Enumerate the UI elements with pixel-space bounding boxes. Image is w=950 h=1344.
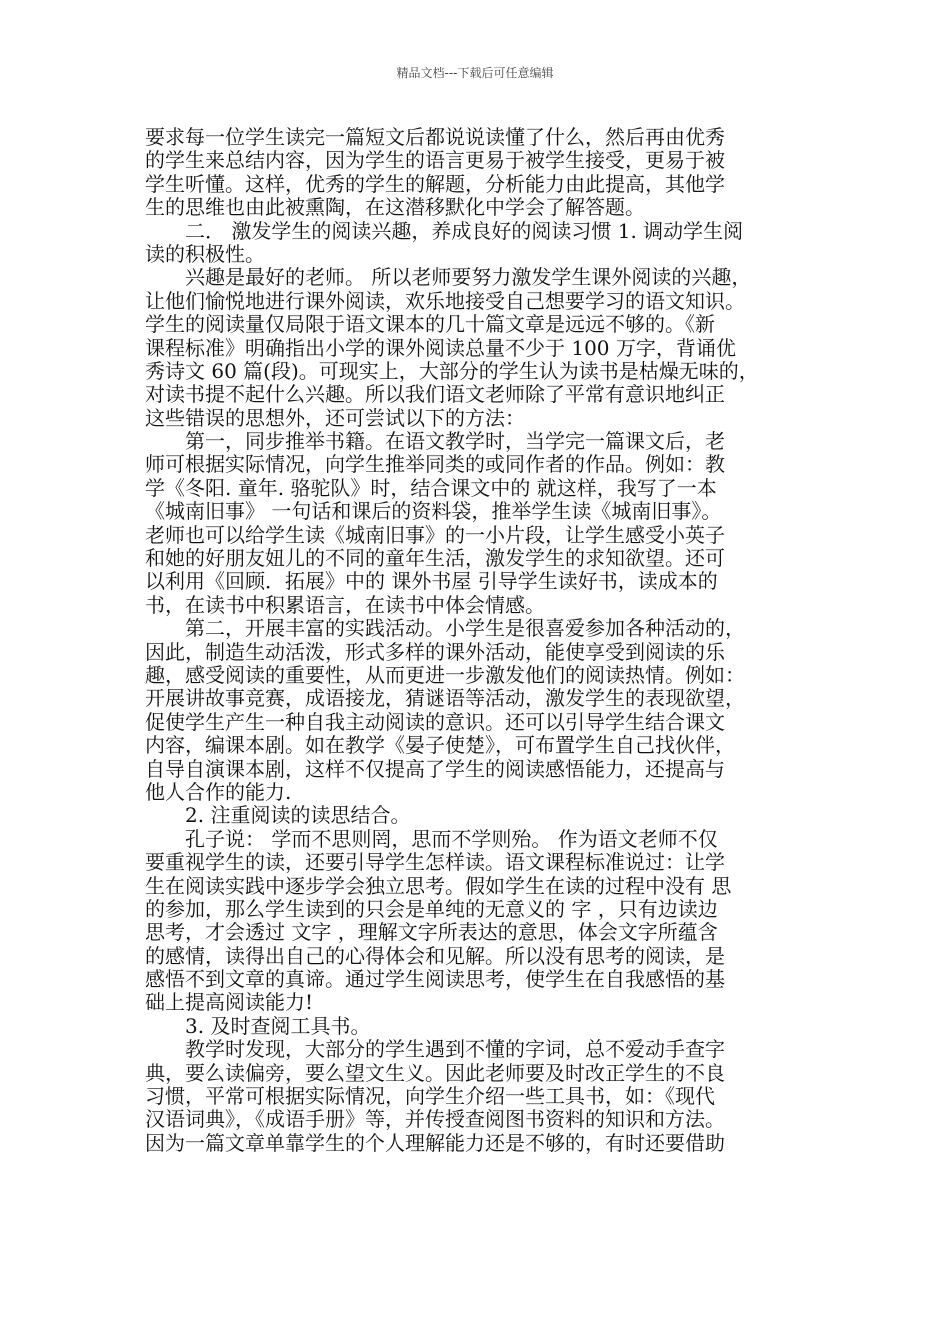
text-line: 书，在读书中积累语言，在读书中体会情感。 [145, 592, 545, 617]
text-line: 感悟不到文章的真谛。通过学生阅读思考，使学生在自我感悟的基 [145, 967, 725, 992]
text-line: 对读书提不起什么兴趣。所以我们语文老师除了平常有意识地纠正 [145, 382, 725, 407]
section-heading-line: 二． 激发学生的阅读兴趣，养成良好的阅读习惯 1. 调动学生阅 [145, 218, 744, 243]
text-line: 让他们愉悦地进行课外阅读，欢乐地接受自己想要学习的语文知识。 [145, 288, 745, 313]
text-line: 这些错误的思想外，还可尝试以下的方法： [145, 405, 525, 430]
text-line: 的参加，那么学生读到的只会是单纯的无意义的 字 ，只有边读边 [145, 896, 718, 921]
text-line: 汉语词典》，《成语手册》等，并传授查阅图书资料的知识和方法。 [145, 1107, 725, 1132]
text-line: 学《冬阳. 童年. 骆驼队》时，结合课文中的 就这样，我写了一本 [145, 475, 717, 500]
page-header: 精品文档---下载后可任意编辑 [396, 66, 554, 80]
text-line: 内容，编课本剧。如在教学《晏子使楚》，可布置学生自己找伙伴， [145, 733, 735, 758]
text-line: 因此，制造生动活泼，形式多样的课外活动，能使享受到阅读的乐 [145, 639, 725, 664]
text-line: 第一，同步推举书籍。在语文教学时，当学完一篇课文后，老 [145, 429, 725, 454]
text-line: 促使学生产生一种自我主动阅读的意识。还可以引导学生结合课文 [145, 709, 725, 734]
text-line: 自导自演课本剧，这样不仅提高了学生的阅读感悟能力，还提高与 [145, 756, 725, 781]
text-line: 思考，才会透过 文字 ，理解文字所表达的意思，体会文字所蕴含 [145, 920, 718, 945]
text-line: 秀诗文 60 篇(段)。可现实上，大部分的学生认为读书是枯燥无味的， [145, 358, 759, 383]
text-line: 习惯，平常可根据实际情况，向学生介绍一些工具书，如：《现代 [145, 1084, 715, 1109]
text-line: 要重视学生的读，还要引导学生怎样读。语文课程标准说过：让学 [145, 850, 725, 875]
text-line: 孔子说： 学而不思则罔，思而不学则殆。 作为语文老师不仅 [145, 826, 718, 851]
text-line: 《城南旧事》 一句话和课后的资料袋，推举学生读《城南旧事》。 [145, 499, 722, 524]
text-line: 读的积极性。 [145, 241, 265, 266]
text-line: 和她的好朋友妞儿的不同的童年生活，激发学生的求知欲望。还可 [145, 546, 725, 571]
text-line: 因为一篇文章单靠学生的个人理解能力还是不够的，有时还要借助 [145, 1130, 725, 1155]
text-line: 开展讲故事竞赛，成语接龙，猜谜语等活动，激发学生的表现欲望， [145, 686, 745, 711]
text-line: 础上提高阅读能力! [145, 990, 314, 1015]
text-line: 课程标准》明确指出小学的课外阅读总量不少于 100 万字，背诵优 [145, 335, 736, 360]
text-line: 趣，感受阅读的重要性，从而更进一步激发他们的阅读热情。例如： [145, 662, 745, 687]
text-line: 师可根据实际情况，向学生推举同类的或同作者的作品。例如：教 [145, 452, 725, 477]
text-line: 典，要么读偏旁，要么望文生义。因此老师要及时改正学生的不良 [145, 1060, 725, 1085]
text-line: 的感情，读得出自己的心得体会和见解。所以没有思考的阅读，是 [145, 943, 725, 968]
text-line: 老师也可以给学生读《城南旧事》的一小片段，让学生感受小英子 [145, 522, 725, 547]
text-line: 第二，开展丰富的实践活动。小学生是很喜爱参加各种活动的， [145, 616, 745, 641]
document-body [145, 126, 813, 1155]
text-line: 要求每一位学生读完一篇短文后都说说读懂了什么，然后再由优秀 [145, 125, 725, 149]
text-line: 的学生来总结内容，因为学生的语言更易于被学生接受，更易于被 [145, 148, 725, 173]
subsection-heading-line: 2. 注重阅读的读思结合。 [145, 803, 411, 828]
text-line: 学生听懂。这样，优秀的学生的解题，分析能力由此提高，其他学 [145, 171, 725, 196]
text-line: 学生的阅读量仅局限于语文课本的几十篇文章是远远不够的。《新 [145, 312, 715, 337]
text-line: 生在阅读实践中逐步学会独立思考。假如学生在读的过程中没有 思 [145, 873, 732, 898]
text-line: 兴趣是最好的老师。 所以老师要努力激发学生课外阅读的兴趣， [145, 265, 752, 290]
text-line: 教学时发现，大部分的学生遇到不懂的字词，总不爱动手查字 [145, 1037, 725, 1062]
text-line: 生的思维也由此被熏陶，在这潜移默化中学会了解答题。 [145, 195, 645, 220]
subsection-heading-line: 3. 及时查阅工具书。 [145, 1013, 371, 1038]
text-line: 他人合作的能力. [145, 779, 292, 804]
text-line: 以利用《回顾．拓展》中的 课外书屋 引导学生读好书，读成本的 [145, 569, 718, 594]
